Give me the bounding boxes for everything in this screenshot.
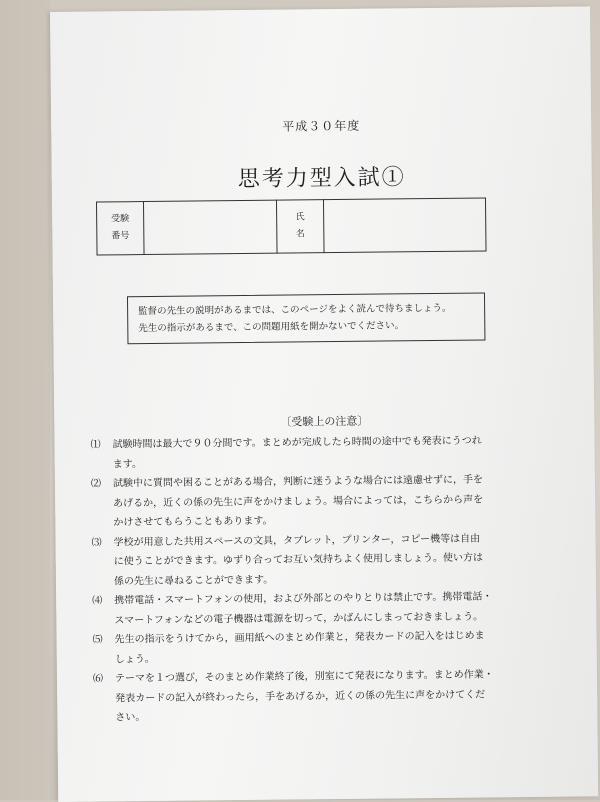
list-item: ⑶ 学校が用意した共用スペースの文具，タブレット，プリンター，コピー機等は自由 に使うことができます。ゆずり合ってお互い気持ちよく使用しましょう。使い方は 係の先生に尋ねることができます。 [91, 533, 484, 587]
exam-number-field[interactable] [143, 200, 277, 254]
name-field[interactable] [323, 198, 486, 253]
page-title: 思考力型入試① [237, 165, 406, 193]
notice-line: 監督の先生の説明があるまでは、このページをよく読んで待ちましょう。 [138, 302, 452, 318]
list-item: ⑷ 携帯電話・スマートフォンの使用，および外部とのやりとりは禁止です。携帯電話・ スマートフォンなどの電子機器は電源を切って，かばんにしまっておきましょう。 [92, 591, 493, 626]
list-item: ⑹ テーマを１つ選び，そのまとめ作業終了後，別室にて発表になります。まとめ作業・ 発表カードの記入が終わったら，手をあげるか，近くの係の先生に声をかけてくだ さい。 [92, 669, 494, 724]
exam-sheet [50, 6, 598, 802]
cautions-list [90, 431, 523, 728]
name-label: 氏 名 [276, 200, 324, 253]
desk-surface [0, 0, 50, 800]
notice-box [127, 292, 485, 344]
list-item: ⑸ 先生の指示をうけてから，画用紙へのまとめ作業と，発表カードの記入をはじめま しょう。 [92, 630, 485, 665]
list-item: ⑴ 試験時間は最大で９０分間です。まとめが完成したら時間の途中でも発表にうつれ ます。 [90, 435, 482, 470]
cautions-heading: 〔受験上の注意〕 [280, 414, 369, 429]
era-year: 平成３０年度 [282, 118, 361, 134]
candidate-id-box [96, 197, 487, 255]
exam-number-label: 受験 番号 [96, 202, 144, 255]
notice-line: 先生の指示があるまで、この問題用紙を開かないでください。 [138, 320, 405, 335]
list-item: ⑵ 試験中に質問や困ることがある場合，判断に迷うような場合には遠慮せずに，手を あげるか，近くの係の先生に声をかけましょう。場合によっては，こちらから声を かけさせてもらうこともあります。 [90, 474, 484, 529]
